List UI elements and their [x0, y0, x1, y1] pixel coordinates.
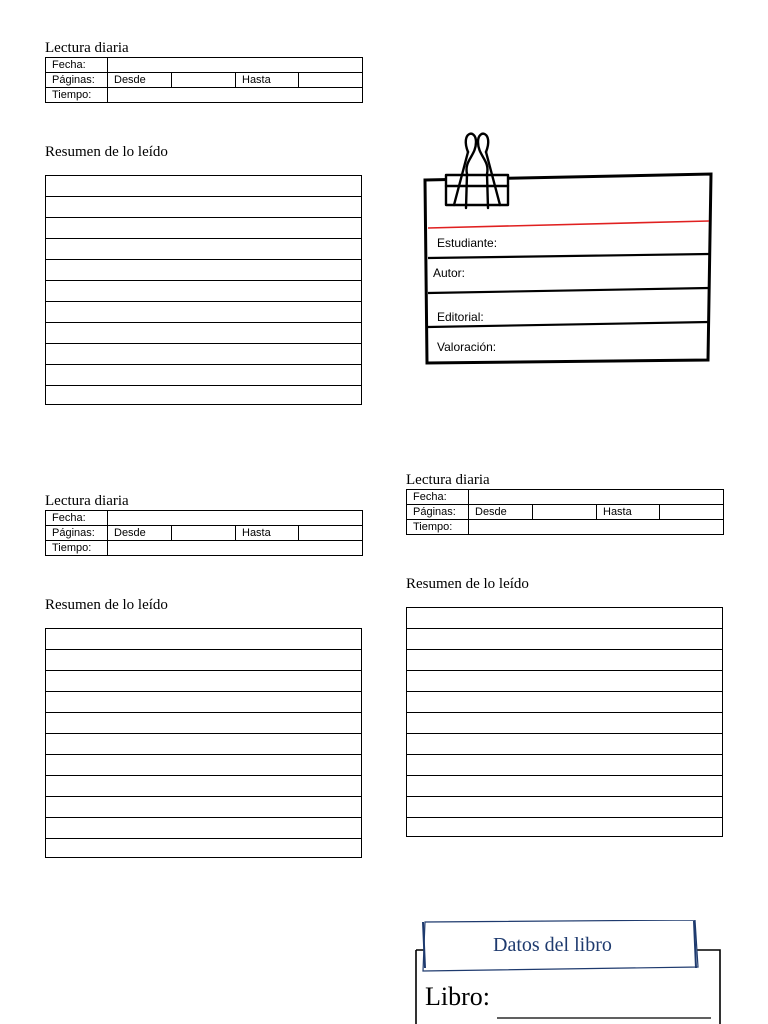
- writing-line[interactable]: [46, 344, 361, 365]
- desde-label: Desde: [108, 526, 172, 541]
- desde-label: Desde: [108, 73, 172, 88]
- writing-line[interactable]: [46, 671, 361, 692]
- fecha-row: [46, 511, 363, 526]
- paginas-label: Páginas:: [46, 526, 108, 541]
- paginas-row: [407, 505, 724, 520]
- paginas-label: Páginas:: [407, 505, 469, 520]
- tiempo-label: Tiempo:: [46, 88, 108, 103]
- fecha-row: [407, 490, 724, 505]
- writing-line[interactable]: [46, 776, 361, 797]
- desde-label: Desde: [469, 505, 533, 520]
- desde-field[interactable]: [172, 73, 236, 88]
- writing-line[interactable]: [46, 734, 361, 755]
- writing-line[interactable]: [46, 692, 361, 713]
- writing-line[interactable]: [407, 734, 722, 755]
- writing-line[interactable]: [407, 776, 722, 797]
- tiempo-row: [46, 88, 363, 103]
- book-data-card: [415, 920, 725, 1024]
- writing-line[interactable]: [46, 260, 361, 281]
- resumen-lines[interactable]: [406, 607, 723, 837]
- writing-line[interactable]: [407, 671, 722, 692]
- libro-label: Libro:: [425, 982, 490, 1011]
- lectura-info-table: [45, 510, 363, 556]
- book-card-title: Datos del libro: [493, 934, 612, 956]
- writing-line[interactable]: [46, 197, 361, 218]
- desde-field[interactable]: [533, 505, 597, 520]
- writing-line[interactable]: [46, 239, 361, 260]
- fecha-field[interactable]: [469, 490, 724, 505]
- note-card: [420, 130, 720, 370]
- lectura-info-table: [406, 489, 724, 535]
- writing-line[interactable]: [407, 650, 722, 671]
- writing-line[interactable]: [46, 797, 361, 818]
- writing-line[interactable]: [407, 629, 722, 650]
- lectura-title: Lectura diaria: [45, 40, 129, 56]
- resumen-lines[interactable]: [45, 175, 362, 405]
- tiempo-row: [46, 541, 363, 556]
- paginas-label: Páginas:: [46, 73, 108, 88]
- desde-field[interactable]: [172, 526, 236, 541]
- paginas-row: [46, 526, 363, 541]
- fecha-field[interactable]: [108, 58, 363, 73]
- writing-line[interactable]: [46, 176, 361, 197]
- autor-label: Autor:: [433, 266, 466, 280]
- editorial-label: Editorial:: [437, 310, 484, 324]
- resumen-title: Resumen de lo leído: [45, 144, 168, 160]
- resumen-title: Resumen de lo leído: [406, 576, 529, 592]
- writing-line[interactable]: [407, 713, 722, 734]
- writing-line[interactable]: [46, 302, 361, 323]
- hasta-label: Hasta: [236, 73, 299, 88]
- hasta-field[interactable]: [299, 73, 363, 88]
- writing-line[interactable]: [46, 365, 361, 386]
- writing-line[interactable]: [46, 839, 361, 860]
- resumen-lines[interactable]: [45, 628, 362, 858]
- tiempo-label: Tiempo:: [407, 520, 469, 535]
- fecha-field[interactable]: [108, 511, 363, 526]
- tiempo-field[interactable]: [469, 520, 724, 535]
- tiempo-field[interactable]: [108, 541, 363, 556]
- writing-line[interactable]: [407, 755, 722, 776]
- writing-line[interactable]: [407, 797, 722, 818]
- tiempo-field[interactable]: [108, 88, 363, 103]
- paginas-row: [46, 73, 363, 88]
- fecha-row: [46, 58, 363, 73]
- lectura-title: Lectura diaria: [45, 493, 129, 509]
- lectura-info-table: [45, 57, 363, 103]
- binder-clip-icon: [446, 134, 508, 208]
- writing-line[interactable]: [46, 323, 361, 344]
- valoracion-label: Valoración:: [437, 340, 497, 354]
- writing-line[interactable]: [407, 818, 722, 839]
- hasta-field[interactable]: [660, 505, 724, 520]
- writing-line[interactable]: [46, 218, 361, 239]
- writing-line[interactable]: [46, 818, 361, 839]
- fecha-label: Fecha:: [46, 58, 108, 73]
- writing-line[interactable]: [46, 713, 361, 734]
- tiempo-label: Tiempo:: [46, 541, 108, 556]
- writing-line[interactable]: [46, 755, 361, 776]
- writing-line[interactable]: [407, 608, 722, 629]
- fecha-label: Fecha:: [407, 490, 469, 505]
- writing-line[interactable]: [46, 650, 361, 671]
- writing-line[interactable]: [407, 692, 722, 713]
- hasta-field[interactable]: [299, 526, 363, 541]
- writing-line[interactable]: [46, 386, 361, 407]
- hasta-label: Hasta: [236, 526, 299, 541]
- resumen-title: Resumen de lo leído: [45, 597, 168, 613]
- fecha-label: Fecha:: [46, 511, 108, 526]
- estudiante-label: Estudiante:: [437, 236, 498, 250]
- tiempo-row: [407, 520, 724, 535]
- lectura-title: Lectura diaria: [406, 472, 490, 488]
- writing-line[interactable]: [46, 629, 361, 650]
- hasta-label: Hasta: [597, 505, 660, 520]
- writing-line[interactable]: [46, 281, 361, 302]
